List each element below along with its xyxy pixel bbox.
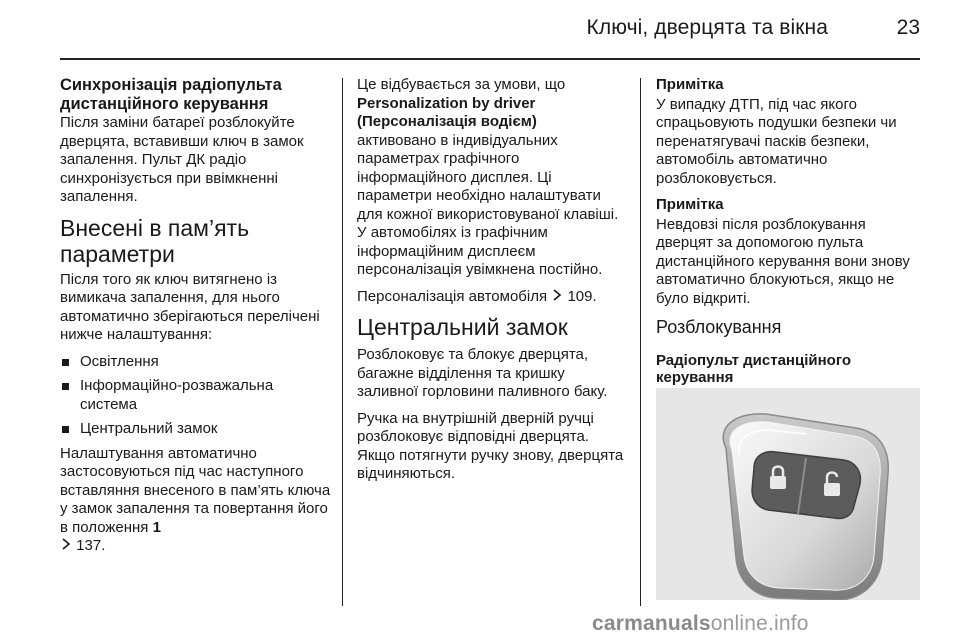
page-reference[interactable]: 137. — [76, 537, 106, 554]
note-text: У випадку ДТП, під час якого спрацьовують подушки безпеки чи перенатягувачі пасків безпеки, автомобіль автоматично розблоковується. — [656, 95, 897, 187]
page-reference[interactable]: 109. — [567, 287, 597, 305]
reference-arrow-icon — [551, 288, 563, 305]
note-title: Примітка — [656, 76, 724, 93]
bullet-square-icon — [62, 383, 69, 390]
paragraph-personalization: активовано в індивідуальних параметрах графічного інформаційного дисплея. Ці параметри необхідно налаштувати для кожної використовуваної клавіші. У автомобілях із графічним інформаційним дисплеєм персоналізація увімкнена постійно. — [357, 131, 619, 278]
column-right — [656, 76, 924, 410]
column-divider — [342, 78, 343, 606]
paragraph-saved-settings: Після того як ключ витягнено із вимикача запалення, для нього автоматично зберігаються перелічені нижче налаштування: — [60, 270, 320, 343]
paragraph-remote-sync: Після заміни батареї розблокуйте дверцята, вставивши ключ в замок запалення. Пульт ДК радіо синхронізується при ввімкненні запалення. — [60, 114, 304, 205]
column-middle — [357, 76, 629, 492]
paragraph-central-locking: Розблоковує та блокує дверцята, багажне відділення та кришку заливної горловини паливного баку. — [357, 346, 608, 400]
saved-settings-list — [60, 353, 332, 439]
heading-saved-settings: Внесені в пам’ять параметри — [60, 214, 250, 267]
list-item: Центральний замок — [60, 420, 332, 439]
bullet-square-icon — [62, 426, 69, 433]
key-fob-illustration — [656, 388, 920, 600]
paragraph-door-handle: Ручка на внутрішній дверній ручці розблоковує відповідні дверцята. Якщо потягнути ручку знову, дверцята відчиняються. — [357, 409, 624, 482]
paragraph-vehicle-personalization: Персоналізація автомобіля 109. — [357, 287, 597, 305]
paragraph-settings-apply: Налаштування автоматично застосовуються під час наступного вставляння внесеного в пам’ять ключа у замок запалення та повертання його в положення 1 137. — [60, 444, 331, 554]
reference-arrow-icon — [60, 537, 72, 554]
key-fob-figure — [656, 388, 920, 600]
list-item: Освітлення — [60, 353, 332, 372]
column-divider — [640, 78, 641, 606]
note-text: Невдовзі після розблокування дверцят за допомогою пульта дистанційного керування вони знову автоматично блокуються, якщо не було відкриті. — [656, 215, 910, 307]
heading-unlocking: Розблокування — [656, 317, 782, 337]
list-item: Інформаційно-розважальна система — [60, 377, 332, 414]
bullet-square-icon — [62, 359, 69, 366]
page-header-title: Ключі, дверцята та вікна — [586, 16, 828, 39]
header-divider — [60, 58, 920, 60]
heading-central-locking: Центральний замок — [357, 314, 568, 340]
heading-remote-sync: Синхронізація радіопульта дистанційного керування — [60, 76, 282, 113]
paragraph-condition: Це відбувається за умови, що — [357, 76, 566, 93]
ignition-position: 1 — [152, 518, 161, 536]
subheading-remote-control: Радіопульт дистанційного керування — [656, 352, 852, 386]
personalization-menu-label: Personalization by driver (Персоналізація водієм) — [357, 94, 537, 130]
page-number: 23 — [896, 16, 920, 39]
watermark: carmanualsonline.info — [592, 612, 809, 635]
note-title: Примітка — [656, 196, 724, 213]
column-left — [60, 76, 332, 564]
